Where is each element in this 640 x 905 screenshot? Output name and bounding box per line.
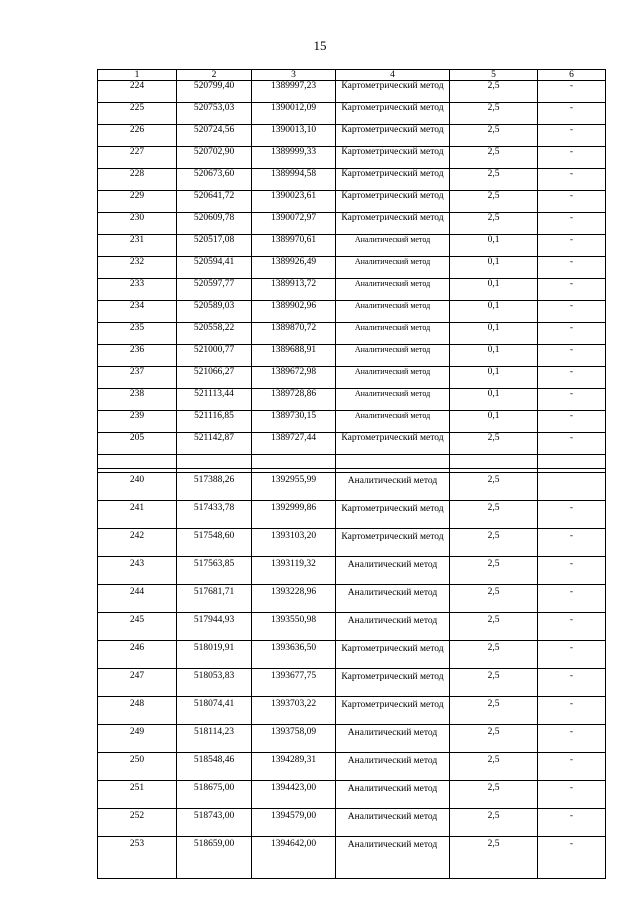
method-cell: Аналитический метод <box>336 389 450 411</box>
note-cell: - <box>538 641 606 669</box>
point-number-cell: 227 <box>98 147 177 169</box>
point-number-cell: 228 <box>98 169 177 191</box>
accuracy-cell: 2,5 <box>450 697 538 725</box>
column-header: 3 <box>252 70 336 81</box>
y-coordinate-cell: 1389728,86 <box>252 389 336 411</box>
x-coordinate-cell: 521000,77 <box>177 345 252 367</box>
x-coordinate-cell: 517388,26 <box>177 473 252 501</box>
point-number-cell: 232 <box>98 257 177 279</box>
table-row <box>98 529 606 557</box>
column-header: 2 <box>177 70 252 81</box>
table-row <box>98 323 606 345</box>
method-cell: Аналитический метод <box>336 473 450 501</box>
method-cell: Аналитический метод <box>336 323 450 345</box>
y-coordinate-cell: 1389688,91 <box>252 345 336 367</box>
table-row <box>98 837 606 879</box>
accuracy-cell: 0,1 <box>450 279 538 301</box>
x-coordinate-cell: 520753,03 <box>177 103 252 125</box>
table-row <box>98 125 606 147</box>
point-number-cell: 230 <box>98 213 177 235</box>
point-number-cell: 233 <box>98 279 177 301</box>
point-number-cell <box>98 455 177 469</box>
note-cell: - <box>538 837 606 879</box>
x-coordinate-cell: 520589,03 <box>177 301 252 323</box>
note-cell: - <box>538 213 606 235</box>
table-row <box>98 753 606 781</box>
y-coordinate-cell: 1392955,99 <box>252 473 336 501</box>
method-cell: Картометрический метод <box>336 213 450 235</box>
table-row <box>98 169 606 191</box>
table-row <box>98 279 606 301</box>
accuracy-cell: 0,1 <box>450 323 538 345</box>
x-coordinate-cell: 520724,56 <box>177 125 252 147</box>
table-row <box>98 501 606 529</box>
y-coordinate-cell: 1390023,61 <box>252 191 336 213</box>
table-row <box>98 147 606 169</box>
x-coordinate-cell: 520517,08 <box>177 235 252 257</box>
point-number-cell: 238 <box>98 389 177 411</box>
point-number-cell: 248 <box>98 697 177 725</box>
method-cell: Картометрический метод <box>336 669 450 697</box>
column-header: 4 <box>336 70 450 81</box>
point-number-cell: 231 <box>98 235 177 257</box>
point-number-cell: 253 <box>98 837 177 879</box>
x-coordinate-cell: 518743,00 <box>177 809 252 837</box>
accuracy-cell: 2,5 <box>450 809 538 837</box>
x-coordinate-cell: 518675,00 <box>177 781 252 809</box>
method-cell: Аналитический метод <box>336 411 450 433</box>
y-coordinate-cell: 1393677,75 <box>252 669 336 697</box>
y-coordinate-cell: 1393758,09 <box>252 725 336 753</box>
note-cell <box>538 473 606 501</box>
method-cell: Картометрический метод <box>336 147 450 169</box>
y-coordinate-cell: 1390013,10 <box>252 125 336 147</box>
table-row <box>98 257 606 279</box>
table-row <box>98 213 606 235</box>
y-coordinate-cell: 1389913,72 <box>252 279 336 301</box>
note-cell: - <box>538 103 606 125</box>
coordinates-table <box>97 69 606 879</box>
table-row <box>98 557 606 585</box>
x-coordinate-cell: 517563,85 <box>177 557 252 585</box>
x-coordinate-cell: 520594,41 <box>177 257 252 279</box>
note-cell: - <box>538 557 606 585</box>
table-row <box>98 725 606 753</box>
y-coordinate-cell: 1393703,22 <box>252 697 336 725</box>
method-cell: Картометрический метод <box>336 103 450 125</box>
table-row <box>98 235 606 257</box>
point-number-cell: 246 <box>98 641 177 669</box>
table-row <box>98 781 606 809</box>
x-coordinate-cell: 518659,00 <box>177 837 252 879</box>
accuracy-cell: 2,5 <box>450 501 538 529</box>
accuracy-cell: 2,5 <box>450 725 538 753</box>
y-coordinate-cell: 1390072,97 <box>252 213 336 235</box>
method-cell: Аналитический метод <box>336 557 450 585</box>
x-coordinate-cell: 520799,40 <box>177 81 252 103</box>
table-row <box>98 345 606 367</box>
y-coordinate-cell: 1389870,72 <box>252 323 336 345</box>
x-coordinate-cell: 520609,78 <box>177 213 252 235</box>
table-row <box>98 81 606 103</box>
x-coordinate-cell: 517433,78 <box>177 501 252 529</box>
note-cell: - <box>538 389 606 411</box>
note-cell: - <box>538 753 606 781</box>
point-number-cell: 234 <box>98 301 177 323</box>
point-number-cell: 242 <box>98 529 177 557</box>
method-cell: Картометрический метод <box>336 169 450 191</box>
note-cell: - <box>538 501 606 529</box>
method-cell: Аналитический метод <box>336 257 450 279</box>
x-coordinate-cell: 518548,46 <box>177 753 252 781</box>
table-row <box>98 367 606 389</box>
accuracy-cell: 2,5 <box>450 557 538 585</box>
x-coordinate-cell: 520673,60 <box>177 169 252 191</box>
column-header: 5 <box>450 70 538 81</box>
point-number-cell: 241 <box>98 501 177 529</box>
y-coordinate-cell: 1389902,96 <box>252 301 336 323</box>
note-cell: - <box>538 725 606 753</box>
accuracy-cell: 2,5 <box>450 125 538 147</box>
note-cell: - <box>538 669 606 697</box>
y-coordinate-cell: 1389994,58 <box>252 169 336 191</box>
table-row <box>98 191 606 213</box>
accuracy-cell <box>450 455 538 469</box>
point-number-cell: 244 <box>98 585 177 613</box>
accuracy-cell: 2,5 <box>450 641 538 669</box>
point-number-cell: 250 <box>98 753 177 781</box>
table-row <box>98 455 606 469</box>
x-coordinate-cell: 517548,60 <box>177 529 252 557</box>
point-number-cell: 229 <box>98 191 177 213</box>
page-number: 15 <box>313 38 327 53</box>
x-coordinate-cell <box>177 455 252 469</box>
note-cell: - <box>538 411 606 433</box>
accuracy-cell: 2,5 <box>450 613 538 641</box>
point-number-cell: 251 <box>98 781 177 809</box>
column-header: 1 <box>98 70 177 81</box>
note-cell: - <box>538 279 606 301</box>
note-cell: - <box>538 585 606 613</box>
method-cell: Картометрический метод <box>336 641 450 669</box>
note-cell: - <box>538 323 606 345</box>
method-cell: Аналитический метод <box>336 781 450 809</box>
method-cell: Картометрический метод <box>336 433 450 455</box>
y-coordinate-cell: 1393119,32 <box>252 557 336 585</box>
accuracy-cell: 2,5 <box>450 81 538 103</box>
y-coordinate-cell: 1394289,31 <box>252 753 336 781</box>
y-coordinate-cell: 1393228,96 <box>252 585 336 613</box>
accuracy-cell: 0,1 <box>450 367 538 389</box>
x-coordinate-cell: 518053,83 <box>177 669 252 697</box>
accuracy-cell: 0,1 <box>450 389 538 411</box>
accuracy-cell: 0,1 <box>450 257 538 279</box>
y-coordinate-cell: 1393636,50 <box>252 641 336 669</box>
table-row <box>98 613 606 641</box>
table-row <box>98 103 606 125</box>
point-number-cell: 205 <box>98 433 177 455</box>
x-coordinate-cell: 521113,44 <box>177 389 252 411</box>
y-coordinate-cell <box>252 455 336 469</box>
note-cell: - <box>538 147 606 169</box>
point-number-cell: 224 <box>98 81 177 103</box>
note-cell: - <box>538 191 606 213</box>
method-cell: Картометрический метод <box>336 125 450 147</box>
y-coordinate-cell: 1393103,20 <box>252 529 336 557</box>
x-coordinate-cell: 520702,90 <box>177 147 252 169</box>
note-cell: - <box>538 613 606 641</box>
point-number-cell: 235 <box>98 323 177 345</box>
point-number-cell: 237 <box>98 367 177 389</box>
point-number-cell: 249 <box>98 725 177 753</box>
method-cell: Аналитический метод <box>336 809 450 837</box>
method-cell: Аналитический метод <box>336 279 450 301</box>
x-coordinate-cell: 517681,71 <box>177 585 252 613</box>
method-cell: Аналитический метод <box>336 585 450 613</box>
accuracy-cell: 2,5 <box>450 169 538 191</box>
accuracy-cell: 0,1 <box>450 235 538 257</box>
y-coordinate-cell: 1394642,00 <box>252 837 336 879</box>
note-cell: - <box>538 235 606 257</box>
accuracy-cell: 2,5 <box>450 191 538 213</box>
accuracy-cell: 2,5 <box>450 103 538 125</box>
note-cell: - <box>538 125 606 147</box>
method-cell: Картометрический метод <box>336 81 450 103</box>
accuracy-cell: 2,5 <box>450 669 538 697</box>
table-row <box>98 473 606 501</box>
accuracy-cell: 0,1 <box>450 301 538 323</box>
x-coordinate-cell: 521066,27 <box>177 367 252 389</box>
point-number-cell: 252 <box>98 809 177 837</box>
y-coordinate-cell: 1394423,00 <box>252 781 336 809</box>
y-coordinate-cell: 1389970,61 <box>252 235 336 257</box>
table-row <box>98 809 606 837</box>
x-coordinate-cell: 517944,93 <box>177 613 252 641</box>
note-cell: - <box>538 81 606 103</box>
x-coordinate-cell: 521142,87 <box>177 433 252 455</box>
table-row <box>98 585 606 613</box>
method-cell: Аналитический метод <box>336 235 450 257</box>
x-coordinate-cell: 520597,77 <box>177 279 252 301</box>
table-row <box>98 411 606 433</box>
x-coordinate-cell: 520641,72 <box>177 191 252 213</box>
y-coordinate-cell: 1389997,23 <box>252 81 336 103</box>
point-number-cell: 226 <box>98 125 177 147</box>
y-coordinate-cell: 1393550,98 <box>252 613 336 641</box>
y-coordinate-cell: 1390012,09 <box>252 103 336 125</box>
method-cell <box>336 455 450 469</box>
method-cell: Аналитический метод <box>336 613 450 641</box>
accuracy-cell: 2,5 <box>450 433 538 455</box>
note-cell <box>538 455 606 469</box>
x-coordinate-cell: 520558,22 <box>177 323 252 345</box>
method-cell: Аналитический метод <box>336 301 450 323</box>
table-row <box>98 641 606 669</box>
note-cell: - <box>538 529 606 557</box>
method-cell: Картометрический метод <box>336 697 450 725</box>
note-cell: - <box>538 809 606 837</box>
note-cell: - <box>538 367 606 389</box>
method-cell: Картометрический метод <box>336 529 450 557</box>
point-number-cell: 245 <box>98 613 177 641</box>
accuracy-cell: 2,5 <box>450 781 538 809</box>
accuracy-cell: 2,5 <box>450 213 538 235</box>
point-number-cell: 236 <box>98 345 177 367</box>
method-cell: Аналитический метод <box>336 753 450 781</box>
point-number-cell: 243 <box>98 557 177 585</box>
note-cell: - <box>538 301 606 323</box>
table-row <box>98 669 606 697</box>
x-coordinate-cell: 518074,41 <box>177 697 252 725</box>
x-coordinate-cell: 518114,23 <box>177 725 252 753</box>
y-coordinate-cell: 1389672,98 <box>252 367 336 389</box>
method-cell: Аналитический метод <box>336 725 450 753</box>
accuracy-cell: 2,5 <box>450 473 538 501</box>
note-cell: - <box>538 781 606 809</box>
point-number-cell: 225 <box>98 103 177 125</box>
note-cell: - <box>538 697 606 725</box>
x-coordinate-cell: 521116,85 <box>177 411 252 433</box>
header-row <box>98 70 606 81</box>
y-coordinate-cell: 1392999,86 <box>252 501 336 529</box>
note-cell: - <box>538 433 606 455</box>
accuracy-cell: 2,5 <box>450 585 538 613</box>
note-cell: - <box>538 169 606 191</box>
point-number-cell: 239 <box>98 411 177 433</box>
method-cell: Аналитический метод <box>336 837 450 879</box>
accuracy-cell: 2,5 <box>450 837 538 879</box>
method-cell: Аналитический метод <box>336 367 450 389</box>
y-coordinate-cell: 1389727,44 <box>252 433 336 455</box>
y-coordinate-cell: 1389999,33 <box>252 147 336 169</box>
table-row <box>98 433 606 455</box>
point-number-cell: 240 <box>98 473 177 501</box>
point-number-cell: 247 <box>98 669 177 697</box>
accuracy-cell: 2,5 <box>450 529 538 557</box>
table-row <box>98 697 606 725</box>
y-coordinate-cell: 1394579,00 <box>252 809 336 837</box>
accuracy-cell: 0,1 <box>450 345 538 367</box>
table-row <box>98 301 606 323</box>
x-coordinate-cell: 518019,91 <box>177 641 252 669</box>
method-cell: Аналитический метод <box>336 345 450 367</box>
y-coordinate-cell: 1389730,15 <box>252 411 336 433</box>
column-header: 6 <box>538 70 606 81</box>
method-cell: Картометрический метод <box>336 191 450 213</box>
table-row <box>98 389 606 411</box>
note-cell: - <box>538 345 606 367</box>
note-cell: - <box>538 257 606 279</box>
method-cell: Картометрический метод <box>336 501 450 529</box>
accuracy-cell: 2,5 <box>450 147 538 169</box>
y-coordinate-cell: 1389926,49 <box>252 257 336 279</box>
accuracy-cell: 0,1 <box>450 411 538 433</box>
accuracy-cell: 2,5 <box>450 753 538 781</box>
